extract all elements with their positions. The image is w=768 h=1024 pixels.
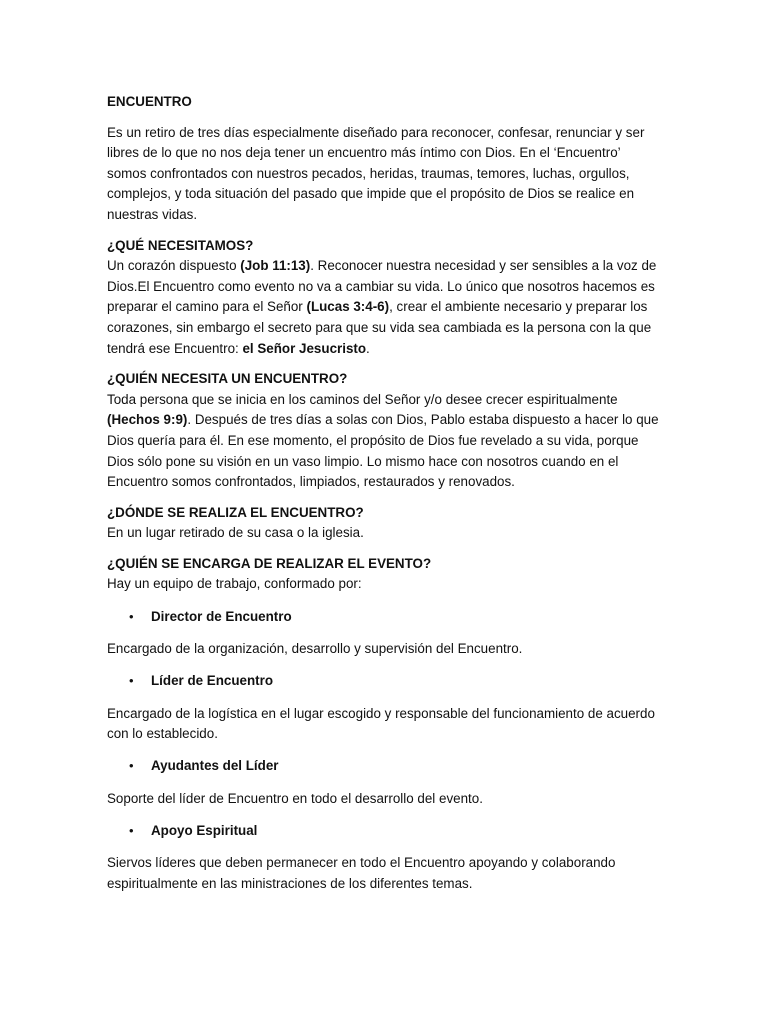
- bold-reference: (Hechos 9:9): [107, 412, 188, 428]
- section-heading: ¿DÓNDE SE REALIZA EL ENCUENTRO?: [107, 504, 364, 520]
- text-run: Un corazón dispuesto: [107, 258, 241, 274]
- section-heading: ¿QUIÉN NECESITA UN ENCUENTRO?: [107, 371, 348, 387]
- role-name: Líder de Encuentro: [151, 673, 274, 689]
- role-name: Director de Encuentro: [151, 608, 292, 624]
- role-list-item: [107, 670, 663, 692]
- section-paragraph: [107, 574, 663, 595]
- bullet-icon: •: [129, 822, 134, 838]
- role-list-item: [107, 819, 663, 841]
- role-name: Ayudantes del Líder: [151, 758, 279, 774]
- role-description: Siervos líderes que deben permanecer en todo el Encuentro apoyando y colaborando espiritualmente en las ministraciones de los diferentes temas.: [107, 855, 616, 892]
- section-heading: ¿QUIÉN SE ENCARGA DE REALIZAR EL EVENTO?: [107, 555, 432, 571]
- role-description: Encargado de la organización, desarrollo y supervisión del Encuentro.: [107, 641, 523, 657]
- bold-reference: el Señor Jesucristo: [242, 340, 367, 356]
- role-description: Soporte del líder de Encuentro en todo el desarrollo del evento.: [107, 790, 483, 806]
- text-run: . Después de tres días a solas con Dios, Pablo estaba dispuesto a hacer lo que Dios quería para él. En ese momento, el propósito de Dios fue revelado a su vida, porque Dios sólo pone su visión en un vaso limpio. Lo mismo hace con nosotros cuando en el Encuentro somos confrontados, limpiados, restaurados y renovados.: [107, 412, 659, 490]
- role-list-item: [107, 755, 663, 777]
- text-run: Hay un equipo de trabajo, conformado por:: [107, 576, 362, 592]
- bold-reference: (Lucas 3:4-6): [306, 299, 390, 315]
- bullet-icon: •: [129, 608, 134, 624]
- text-run: , crear el ambiente necesario y preparar los corazones, sin embargo el secreto para que su vida sea cambiada es la persona con la que tendrá ese Encuentro:: [107, 299, 652, 356]
- role-list-item: [107, 605, 663, 627]
- text-run: . Reconocer nuestra necesidad y ser sensibles a la voz de Dios.El Encuentro como evento no va a cambiar su vida. Lo único que nosotros hacemos es preparar el camino para el Señor: [107, 258, 657, 315]
- intro-paragraph: Es un retiro de tres días especialmente diseñado para reconocer, confesar, renunciar y ser libres de lo que no nos deja tener un encuentro más íntimo con Dios. En el ‘Encuentro’ somos confrontados con nuestros pecados, heridas, traumas, temores, luchas, orgullos, complejos, y toda situación del pasado que impide que el propósito de Dios se realice en nuestras vidas.: [107, 124, 645, 222]
- section-paragraph: [107, 523, 663, 544]
- document-body: [107, 92, 663, 905]
- role-name: Apoyo Espiritual: [151, 822, 258, 838]
- bullet-icon: •: [129, 758, 134, 774]
- text-run: Toda persona que se inicia en los caminos del Señor y/o desee crecer espiritualmente: [107, 391, 618, 407]
- section-paragraph: [107, 390, 663, 493]
- sections: [107, 236, 663, 596]
- role-description: Encargado de la logística en el lugar escogido y responsable del funcionamiento de acuerdo con lo establecido.: [107, 705, 655, 742]
- roles-list: [107, 605, 663, 895]
- bold-reference: (Job 11:13): [240, 258, 311, 274]
- text-run: En un lugar retirado de su casa o la iglesia.: [107, 525, 364, 541]
- section-paragraph: [107, 256, 663, 359]
- text-run: .: [366, 340, 370, 356]
- document-title: ENCUENTRO: [107, 94, 192, 109]
- section-heading: ¿QUÉ NECESITAMOS?: [107, 237, 254, 253]
- bullet-icon: •: [129, 673, 134, 689]
